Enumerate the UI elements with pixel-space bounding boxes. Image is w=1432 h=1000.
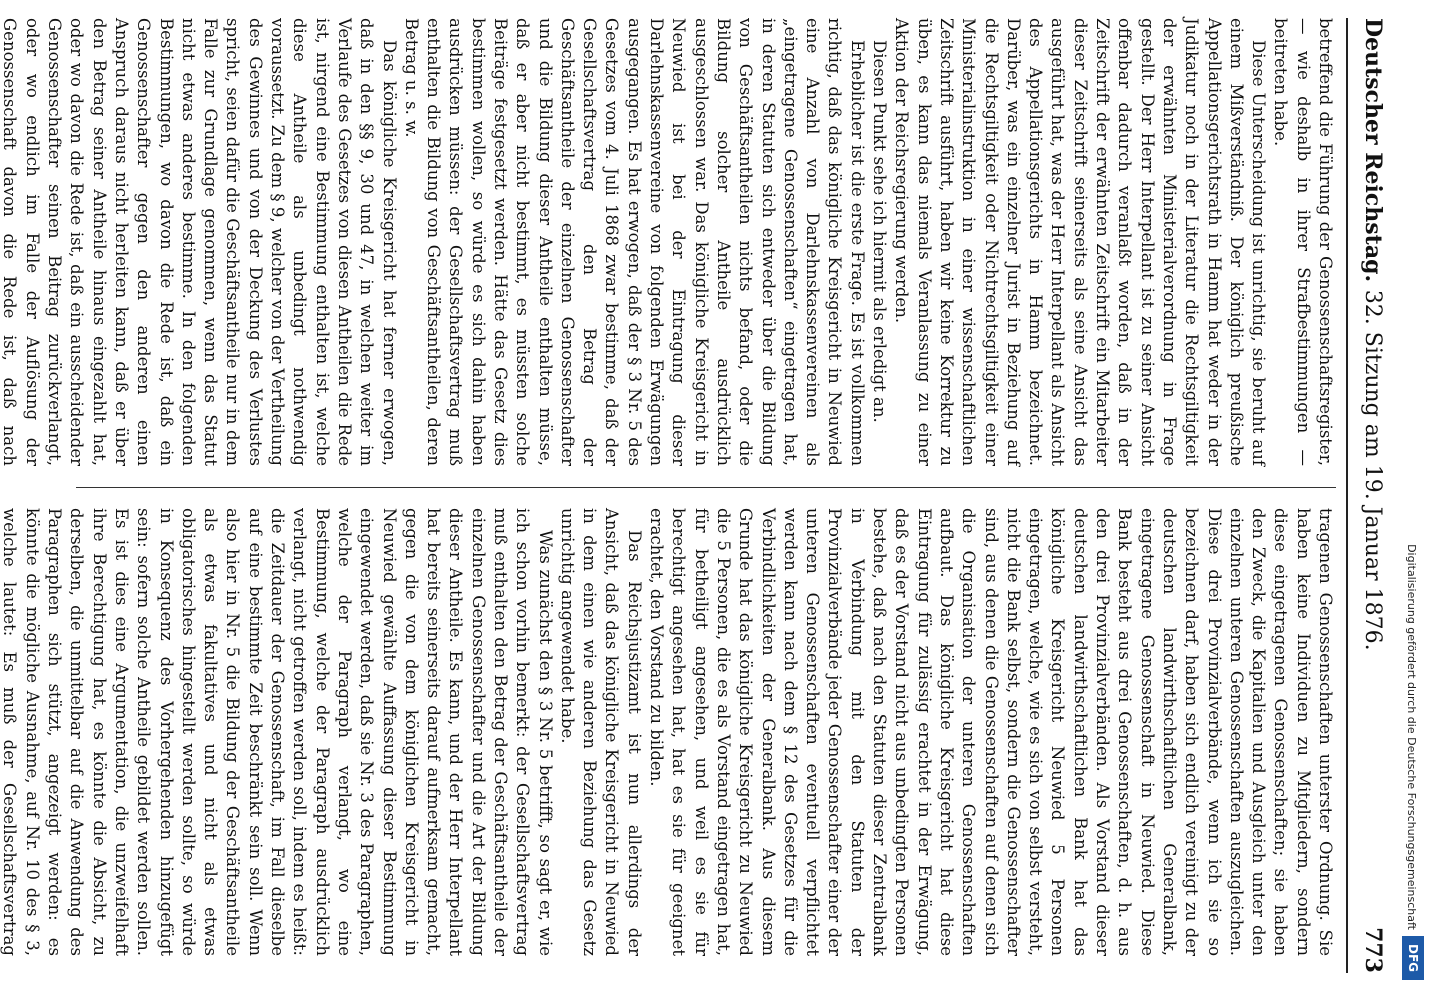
dfg-logo: DFG [1402,936,1424,980]
digitization-credit-bar [1402,0,1432,1000]
session-title: 32. Sitzung am 19. Januar 1876. [1360,289,1385,651]
column-divider [76,487,1336,488]
text-column-right [0,508,1336,956]
journal-title: Deutscher Reichstag. 32. Sitzung am 19. Januar 1876. [1360,18,1386,651]
page-number: 773 [1360,927,1386,973]
paragraph: Diesen Punkt sehe ich hiermit als erledigt an. [870,40,890,423]
paragraph: Erheblicher ist die erste Frage. Es ist vollkommen richtig, daß das königliche Kreisgericht in Neuwied eine Anzahl von Darlehnskassenvereinen als „eingetragene Genossenschaften“ eingetragen hat, in deren Statuten sich entweder über die Bildung von Geschäftsantheilen nichts befand, oder die Bildung solcher Antheile ausdrücklich ausgeschlossen war. Das königliche Kreisgericht in Neuwied ist bei der Eintragung dieser Darlehnskassenvereine von folgenden Erwägungen ausgegangen. Es hat erwogen, daß der § 3 Nr. 5 des Gesetzes vom 4. Juli 1868 zwar bestimme, daß der Gesellschaftsvertrag den Betrag der Geschäftsantheile der einzelnen Genossenschafter und die Bildung dieser Antheile enthalten müsse, daß er aber nicht bestimmt, es müssten solche Beiträge festgesetzt werden. Hätte das Gesetz dies bestimmen wollen, so würde es sich dahin haben ausdrücken müssen: der Gesellschaftsvertrag muß enthalten die Bildung von Geschäftsantheilen, deren Betrag u. s. w. [401,18,867,466]
paragraph: Diese Unterscheidung ist unrichtig, sie beruht auf einem Mißverständniß. Der königlich preußische Appellationsgerichtsrath in Hamm hat weder in der Judikatur noch in der Literatur die Rechtsgiltigkeit der erwähnten Ministerialverordnung in Frage gestellt. Der Herr Interpellant ist zu seiner Ansicht offenbar dadurch veranlaßt worden, daß in der Zeitschrift der erwähnten Zeitschrift ein Mitarbeiter dieser Zeitschrift seinerseits als seine Ansicht das ausgeführt hat, was der Herr Interpellant als Ansicht des Appellationsgerichts in Hamm bezeichnet. Darüber, was ein einzelner Jurist in Beziehung auf die Rechtsgiltigkeit oder Nichtrechtsgiltigkeit einer Ministerialinstruktion in einer wissenschaftlichen Zeitschrift ausführt, haben wir keine Korrektur zu üben, es kann das niemals Veranlassung zu einer Aktion der Reichsregierung werden. [892,18,1269,466]
dfg-credit-text: Digitalisierung gefördert durch die Deutsche Forschungsgemeinschaft [1405,544,1418,930]
paragraph: Was zunächst den § 3 Nr. 5 betrifft, so sagt er, wie ich schon vorhin bemerkt: der Gesellschaftsvertrag muß enthalten den Betrag der Geschäftsantheile der einzelnen Genossenschafter und die Art der Bildung dieser Antheile. Es kann, und der Herr Interpellant hat bereits seinerseits darauf aufmerksam gemacht, gegen die von dem königlichen Kreisgericht in Neuwied gewählte Auffassung dieser Bestimmung eingewendet werden, daß sie Nr. 3 des Paragraphen, welche der Paragraph verlangt, wo eine Bestimmung, welche der Paragraph ausdrücklich verlangt, nicht getroffen werden soll, indem es heißt: die Zeitdauer der Genossenschaft, im Fall dieselbe auf eine bestimmte Zeit beschränkt sein soll. Wenn also hier in Nr. 5 die Bildung der Geschäftsantheile als etwas fakultatives und nicht als etwas obligatorisches hingestellt werden sollte, so würde in Konsequenz des Vorhergehenden hinzugefügt sein: sofern solche Antheile gebildet werden sollen. Es ist dies eine Argumentation, die unzweifelhaft ihre Berechtigung hat, es könnte die Absicht, zu derselben, die unmittelbar auf die Anwendung des Paragraphen sich stützt, angezeigt werden: es könnte die mögliche Ausnahme, auf Nr. 10 des § 3, welche lautet: Es muß der Gesellschaftsvertrag [0,508,555,956]
paragraph: Das Reichsjustizamt ist nun allerdings der Ansicht, daß das königliche Kreisgericht in Neuwied in dem einen wie anderen Beziehung das Gesetz unrichtig angewendet habe. [557,508,644,956]
text-column-left [0,18,1336,466]
page-header [1346,18,1392,973]
page [0,18,1392,973]
paragraph: Das königliche Kreisgericht hat ferner erwogen, daß in den §§ 9, 30 und 47, in welchen weiter im Verlaufe des Gesetzes von diesen Antheilen die Rede ist, nirgend eine Bestimmung enthalten ist, welche diese Antheile als unbedingt nothwendig voraussetzt. Zu dem § 9, welcher von der Vertheilung des Gewinnes und von der Deckung des Verlustes spricht, seien dafür die Geschäftsantheile nur in dem Falle zur Grundlage genommen, wenn das Statut nicht etwas anderes bestimme. In den folgenden Bestimmungen, wo davon die Rede ist, daß ein Genossenschafter gegen den anderen einen Anspruch daraus nicht herleiten kann, daß er über den Betrag seiner Antheile hinaus eingezahlt hat, oder wo davon die Rede ist, daß ein ausscheidender Genossenschafter seinen Beitrag zurückverlangt, oder wo endlich im Falle der Auflösung der Genossenschaft davon die Rede ist, daß nach [0,18,399,466]
paragraph: betreffend die Führung der Genossenschaftsregister, — wie deshalb in ihrer Strafbestimmungen — beitreten habe. [1271,18,1335,466]
paragraph: tragenen Genossenschaften unterster Ordnung. Sie haben keine Individuen zu Mitgliedern, sondern diese eingetragenen Genossenschaften; sie haben den Zweck, die Kapitalien und Ausgleich unter den einzelnen unteren Genossenschaften auszugleichen. Diese drei Provinzialverbände, wenn ich sie so bezeichnen darf, haben sich endlich vereinigt zu der deutschen landwirthschaftlichen Generalbank, eingetragene Genossenschaft in Neuwied. Diese Bank besteht aus drei Genossenschaften, d. h. aus den drei Provinzialverbänden. Als Vorstand dieser deutschen landwirthschaftlichen Bank hat das königliche Kreisgericht Neuwied 5 Personen eingetragen, welche, wie es sich von selbst versteht, nicht die Bank selbst, sondern die Genossenschafter sind, aus denen die Genossenschaften auf denen sich die Organisation der unteren Genossenschaften aufbaut. Das königliche Kreisgericht hat diese Eintragung für zulässig erachtet in der Erwägung, daß es der Vorstand nicht aus unbedingten Personen bestehe, daß nach den Statuten dieser Zentralbank in Verbindung mit den Statuten der Provinzialverbände jeder Genossenschafter einer der unteren Genossenschaften eventuell verpflichtet werden kann nach dem § 12 des Gesetzes für die Verbindlichkeiten der Generalbank. Aus diesem Grunde hat das königliche Kreisgericht zu Neuwied die 5 Personen, die es als Vorstand eingetragen hat, für betheiligt angesehen, und weil es sie für berechtigt angesehen hat, hat es sie für geeignet erachtet, den Vorstand zu bilden. [647,508,1335,956]
